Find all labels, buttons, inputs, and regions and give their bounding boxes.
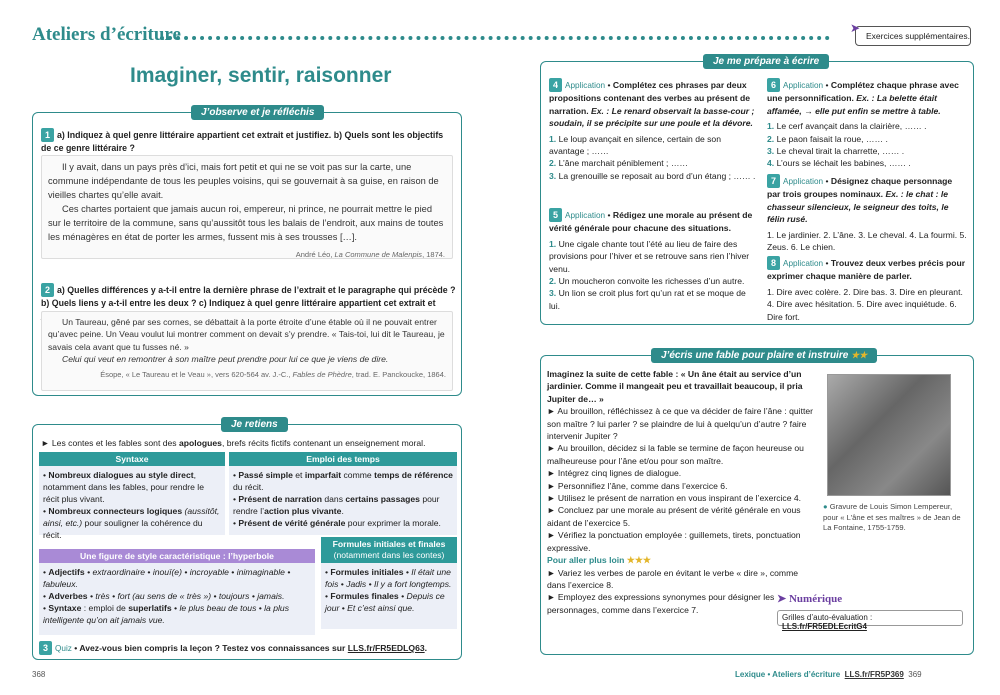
extract-2: Un Taureau, gêné par ses cornes, se débattait à la porte étroite d’une étable où il ne pouvait entrer qu’avec peine. Un Veau voulut lui montrer comment on devait s’y prendre. « Tais-toi, lui dit le Taureau, je savais cela avant que tu fusses né. » Celui qui veut en remontrer à son maître peut prendre pour lui ce que je viens de dire. Ésope, « Le Taureau et le Veau », vers 620-564 av. J.-C., Fables de Phèdre, trad. E. Panckoucke, 1864.	[41, 311, 453, 391]
extra-exercises-button[interactable]: ➤ Exercices supplémentaires.	[855, 26, 971, 46]
hyperbole-table: Une figure de style caractéristique : l’hyperbole • Adjectifs • extraordinaire • inouï(e) • incroyable • inimaginable • fabuleux. • Adverbes • très • fort (au sens de « très ») • toujours • jamais. • Syntaxe : emploi de superlatifs • le plus beau de tous • la plus intelligente qu’on ait jamais vue.	[39, 549, 315, 635]
grilles-link-box[interactable]: Grilles d’auto-évaluation : LLS.fr/FR5EDLEcritG4	[777, 610, 963, 626]
fable-label: J’écris une fable pour plaire et instruire ★★	[651, 348, 877, 363]
star-icon: ★★★	[626, 555, 651, 566]
syntaxe-table: Syntaxe • Nombreux dialogues au style direct, notamment dans les fables, pour rendre le récit plus vivant. • Nombreux connecteurs logiques (aussitôt, ainsi, etc.) pour souligner la cohérence du récit.	[39, 452, 225, 535]
observe-label: J’observe et je réfléchis	[191, 105, 324, 120]
number-badge: 1	[41, 128, 54, 142]
prepare-box	[540, 56, 974, 325]
quiz-link[interactable]: LLS.fr/FR5EDLQ63	[347, 643, 425, 653]
dotted-divider	[160, 36, 830, 40]
numerique-label: ➤ Numérique	[777, 593, 843, 605]
section-title: Ateliers d’écriture	[32, 24, 181, 45]
exercise-4: 4 Application • Complétez ces phrases par deux propositions contenant des verbes au présent de narration. Ex. : Le renard observait la basse-cour ; soudain, il se précipite sur une poule et la dévore. 1. Le loup avançait en silence, certain de son avantage ; …… 2. L’âne marchait péniblement ; …… 3. La grenouille se reposait au bord d’un étang ; …… .	[549, 80, 756, 181]
fable-instructions: Imaginez la suite de cette fable : « Un âne était au service d’un jardinier. Comme il mangeait peu et travaillait beaucoup, il pria Jupiter de… » ► Au brouillon, réfléchissez à ce que va décider de faire l’âne : quitter son maître ? lui parler ? se plaindre de lui à quelqu’un d’autre ? faire intervenir Jupiter ? ► Au brouillon, décidez si la fable se termine de façon heureuse ou malheureuse pour l’âne et/ou pour son maître. ► Intégrez cinq lignes de dialogue. ► Personnifiez l’âne, comme dans l’exercice 6. ► Utilisez le présent de narration en vous inspirant de l’exercice 4. ► Concluez par une morale au présent de vérité générale en vous aidant de l’exercice 5. ► Vérifiez la ponctuation employée : guillemets, tirets, ponctuation expressive. Pour aller plus loin ★★★ ► Variez les verbes de parole en évitant le verbe « dire », comme dans l’exercice 8. ► Employez des expressions synonymes pour désigner les personnages, comme dans l’exercice 7.	[547, 369, 813, 615]
exercise-6: 6 Application • Complétez chaque phrase avec une personnification. Ex. : La belette était affamée, → elle put enfin se mettre à table. 1. Le cerf avançait dans la clairière, …… . 2. Le paon faisait la roue, …… . 3. Le cheval tirait la charrette, …… . 4. L’ours se léchait les babines, …… .	[767, 80, 959, 169]
left-page-number: 368	[32, 670, 46, 679]
question-1: 1 a) Indiquez à quel genre littéraire appartient cet extrait et justifiez. b) Quels sont les objectifs de ce genre littéraire ?	[41, 130, 444, 153]
exercise-7: 7 Application • Désignez chaque personnage par trois groupes nominaux. Ex. : le chat : le chasseur silencieux, le seigneur des toits, le félin rusé. 1. Le jardinier. 2. L’âne. 3. Le cheval. 4. La fourmi. 5. Zeus. 6. Le chien.	[767, 176, 967, 253]
engraving-image	[827, 374, 951, 496]
question-2: 2 a) Quelles différences y a-t-il entre la dernière phrase de l’extrait et le paragraphe qui précède ? b) Quels liens y a-t-il entre les deux ? c) Indiquez à quel genre littéraire appartient cet extrait et	[41, 285, 456, 308]
pointer-icon: ➤	[777, 593, 789, 605]
pointer-icon: ➤	[850, 21, 861, 35]
retiens-box	[32, 419, 462, 660]
citation-1: André Léo, La Commune de Malenpis, 1874.	[295, 250, 445, 259]
quiz-line: 3 Quiz • Avez-vous bien compris la leçon ? Testez vos connaissances sur LLS.fr/FR5EDLQ63.	[39, 641, 459, 655]
star-icon: ★★	[851, 350, 868, 360]
extract-1: Il y avait, dans un pays près d’ici, mais fort petit et qui ne se voit pas sur la carte, une commune indépendante de tous les peuples voisins, qui se gouvernait à sa guise, en raison de vieilles chartes qu’elle avait. Ces chartes portaient que jamais aucun roi, empereur, ni prince, ne pourrait mettre le pied sur le territoire de la commune, sans qu’aussitôt tous les balais de l’endroit, aux mains de toutes les ménagères en état de porter les armes, fussent mis à ses trousses […].	[41, 155, 453, 259]
citation-2: Ésope, « Le Taureau et le Veau », vers 620-564 av. J.-C., Fables de Phèdre, trad. E. Panckoucke, 1864.	[100, 369, 446, 379]
exercise-5: 5 Application • Rédigez une morale au présent de vérité générale pour chacune des situations. 1. Une cigale chante tout l’été au lieu de faire des provisions pour l’hiver et se retrouve sans rien l’hiver venu. 2. Un moucheron convoite les richesses d’un autre. 3. Un lion se croit plus fort qu’un rat et se moque de lui.	[549, 210, 753, 311]
fable-box	[540, 350, 974, 655]
temps-table: Emploi des temps • Passé simple et imparfait comme temps de référence du récit. • Présent de narration dans certains passages pour rendre l’action plus vivante. • Présent de vérité générale pour exprimer la morale.	[229, 452, 457, 535]
retiens-label: Je retiens	[221, 417, 288, 432]
image-caption: ● Gravure de Louis Simon Lempereur, pour « L’âne et ses maîtres » de Jean de La Fontaine, 1755-1759.	[823, 502, 961, 532]
page-title: Imaginer, sentir, raisonner	[130, 64, 392, 87]
observe-box	[32, 107, 462, 396]
number-badge: 2	[41, 283, 54, 297]
formules-table: Formules initiales et finales (notamment dans les contes) • Formules initiales • Il était une fois • Jadis • Il y a fort longtemps. • Formules finales • Depuis ce jour • Et c’est ainsi que.	[321, 537, 457, 629]
retiens-intro: ► Les contes et les fables sont des apologues, brefs récits fictifs contenant un enseignement moral.	[41, 438, 426, 448]
prepare-label: Je me prépare à écrire	[703, 54, 829, 69]
footer-right: Lexique • Ateliers d’écriture LLS.fr/FR5P369 369	[735, 670, 922, 679]
exercise-8: 8 Application • Trouvez deux verbes précis pour exprimer chaque manière de parler. 1. Dire avec colère. 2. Dire bas. 3. Dire en pleurant. 4. Dire avec hésitation. 5. Dire avec inquiétude. 6. Dire fort.	[767, 258, 966, 322]
